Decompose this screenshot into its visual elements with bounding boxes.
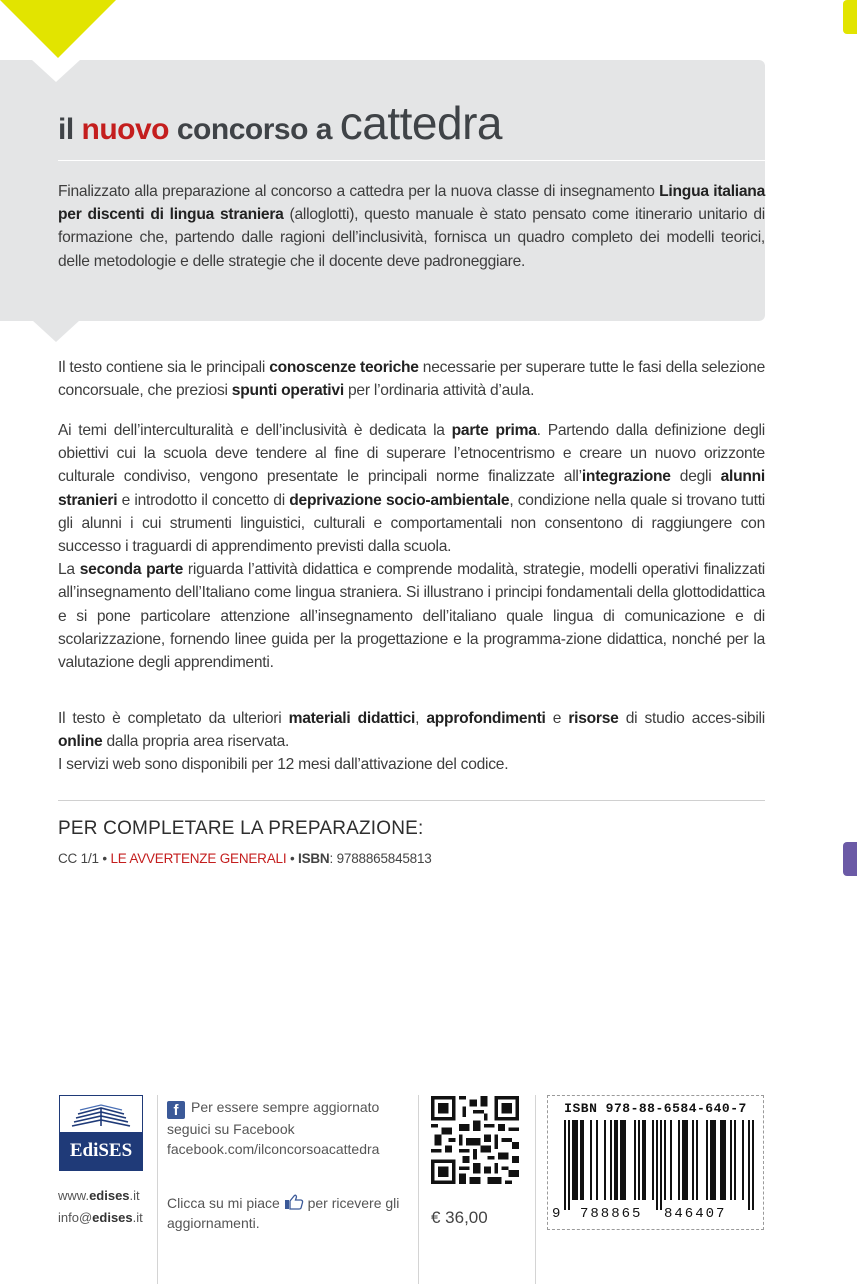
barcode-bar xyxy=(706,1120,708,1200)
series-isbn-label: ISBN xyxy=(298,851,330,866)
facebook-line-1 xyxy=(167,1097,412,1119)
barcode-bar xyxy=(590,1120,592,1200)
barcode-bar xyxy=(752,1120,754,1210)
intro-bold-1: Lingua italiana per discenti di lingua straniera xyxy=(58,183,765,224)
series-title: LE AVVERTENZE GENERALI xyxy=(110,851,287,866)
barcode-bar xyxy=(742,1120,744,1200)
like-block xyxy=(167,1193,417,1233)
p3-text-2: , xyxy=(415,710,427,727)
p1-text-2: necessarie per superare tutte le fasi della selezione concorsuale, che preziosi xyxy=(58,359,765,400)
series-bullet-1: • xyxy=(98,851,111,866)
thumbs-up-icon[interactable] xyxy=(284,1194,304,1210)
completa-heading: PER COMPLETARE LA PREPARAZIONE: xyxy=(58,818,424,839)
barcode-bar xyxy=(664,1120,666,1200)
section-separator xyxy=(58,800,765,801)
isbn-digit-first: 9 xyxy=(552,1206,561,1222)
barcode-bar xyxy=(638,1120,640,1200)
series-isbn-value: : 9788865845813 xyxy=(329,851,432,866)
footer-divider-3 xyxy=(535,1095,536,1284)
barcode-bar xyxy=(624,1120,626,1200)
barcode-bar xyxy=(576,1120,578,1200)
p2-bold-4: deprivazione socio-ambientale xyxy=(289,491,510,509)
barcode-bar xyxy=(574,1120,576,1200)
barcode-bar xyxy=(564,1120,566,1210)
p1-text-3: per l’ordinaria attività d’aula. xyxy=(343,382,535,400)
publisher-logo xyxy=(59,1095,143,1171)
p2-text-6: La xyxy=(58,561,80,579)
barcode-bar xyxy=(616,1120,618,1200)
p3-bold-3: risorse xyxy=(568,710,619,727)
email-link[interactable] xyxy=(58,1210,143,1225)
series-line xyxy=(58,851,432,866)
barcode-bar xyxy=(660,1120,662,1210)
p3-text-3: e xyxy=(545,710,569,727)
p2-bold-2: integrazione xyxy=(581,468,671,486)
barcode-bar xyxy=(748,1120,750,1210)
barcode-bar xyxy=(696,1120,698,1200)
barcode-bar xyxy=(582,1120,584,1200)
barcode-bar xyxy=(572,1120,574,1200)
isbn-group-1: 788865 xyxy=(580,1206,643,1222)
barcode-bar xyxy=(692,1120,694,1200)
web-brand: edises xyxy=(89,1188,130,1203)
intro-box-bottom-notch xyxy=(32,320,80,342)
logo-text: EdiSES xyxy=(60,1132,142,1170)
barcode-box xyxy=(547,1095,764,1230)
barcode-bar xyxy=(678,1120,680,1200)
paragraph-risorse xyxy=(58,707,765,777)
barcode-bar xyxy=(610,1120,612,1200)
isbn-group-2: 846407 xyxy=(664,1206,727,1222)
intro-paragraph xyxy=(58,180,765,273)
barcode-bar xyxy=(686,1120,688,1200)
mail-suffix: .it xyxy=(132,1210,143,1225)
barcode-bar xyxy=(604,1120,606,1200)
footer-divider-1 xyxy=(157,1095,158,1284)
price: € 36,00 xyxy=(431,1208,488,1227)
p3-text-4: di studio acces-sibili xyxy=(618,710,765,727)
barcode-bar xyxy=(580,1120,582,1200)
footer-divider-2 xyxy=(418,1095,419,1284)
barcode-bar xyxy=(720,1120,722,1200)
qr-code[interactable] xyxy=(431,1096,519,1184)
p3-bold-2: approfondimenti xyxy=(426,710,546,727)
paragraph-parti xyxy=(58,419,765,674)
facebook-block xyxy=(167,1097,412,1159)
website-link[interactable] xyxy=(58,1188,140,1203)
p2-text-1: Ai temi dell’interculturalità e dell’inclusività è dedicata la xyxy=(58,422,452,439)
title-word-a: a xyxy=(315,113,332,146)
barcode-bar xyxy=(710,1120,712,1200)
side-tab-purple xyxy=(843,842,857,876)
barcode-bar xyxy=(724,1120,726,1200)
p2-bold-5: seconda parte xyxy=(79,561,184,579)
barcode-bar xyxy=(568,1120,570,1210)
title-word-nuovo: nuovo xyxy=(81,113,170,146)
facebook-icon[interactable]: f xyxy=(167,1101,185,1119)
title-word-concorso: concorso xyxy=(176,113,308,146)
barcode-bar xyxy=(656,1120,658,1210)
web-suffix: .it xyxy=(129,1188,140,1203)
barcode-bar xyxy=(734,1120,736,1200)
p3-text-1: Il testo è completato da ulteriori xyxy=(58,710,289,727)
title-word-cattedra: cattedra xyxy=(339,97,502,149)
title-rule xyxy=(58,160,765,161)
barcode-bar xyxy=(730,1120,732,1200)
p3-text-6: I servizi web sono disponibili per 12 mesi dall’attivazione del codice. xyxy=(58,756,509,774)
corner-triangle-decoration xyxy=(0,0,116,58)
web-prefix: www. xyxy=(58,1188,90,1203)
series-code: CC 1/1 xyxy=(58,851,99,866)
p2-text-3: degli xyxy=(670,468,721,486)
series-bullet-2: • xyxy=(286,851,299,866)
barcode-bar xyxy=(634,1120,636,1200)
p2-bold-3: alunni stranieri xyxy=(58,468,765,509)
p1-text-1: Il testo contiene sia le principali xyxy=(58,359,270,376)
barcode-bar xyxy=(684,1120,686,1200)
barcode-bar xyxy=(614,1120,616,1200)
like-text-2: per ricevere gli aggiornamenti. xyxy=(167,1195,400,1231)
p2-text-5: , condizione nella quale si trovano tutti gli alunni i cui strumenti linguistici, culturali e comportamentali non consentono di raggiungere con successo i traguardi di apprendimento previsti dalla scuola. xyxy=(58,491,765,556)
mail-prefix: info@ xyxy=(58,1210,93,1225)
intro-box-top-notch xyxy=(32,60,80,82)
side-tab-yellow xyxy=(843,0,857,34)
barcode-bar xyxy=(622,1120,624,1200)
title-word-il: il xyxy=(58,113,74,146)
p2-bold-1: parte prima xyxy=(451,422,537,439)
paragraph-contenuti xyxy=(58,356,765,402)
barcode-bar xyxy=(712,1120,714,1200)
barcode-bar xyxy=(670,1120,672,1200)
facebook-line-2: seguici su Facebook xyxy=(167,1121,295,1137)
cover-title xyxy=(58,96,502,150)
p2-text-4: e introdotto il concetto di xyxy=(117,491,290,509)
fb-text-1: Per essere sempre aggiornato xyxy=(191,1099,380,1115)
p3-bold-1: materiali didattici xyxy=(288,710,416,727)
p1-bold-1: conoscenze teoriche xyxy=(269,359,419,376)
p3-bold-4: online xyxy=(58,733,103,751)
barcode-bar xyxy=(722,1120,724,1200)
barcode-bar xyxy=(642,1120,644,1200)
barcode-bars xyxy=(564,1120,754,1210)
intro-text-1: Finalizzato alla preparazione al concorso a cattedra per la nuova classe di insegnamento xyxy=(58,183,660,200)
isbn-top-label: ISBN 978-88-6584-640-7 xyxy=(564,1101,747,1116)
barcode-bar xyxy=(644,1120,646,1200)
barcode-bar xyxy=(652,1120,654,1200)
barcode-bar xyxy=(714,1120,716,1200)
facebook-url[interactable]: facebook.com/ilconcorsoacattedra xyxy=(167,1141,380,1157)
mail-brand: edises xyxy=(92,1210,133,1225)
barcode-bar xyxy=(682,1120,684,1200)
p2-text-7: riguarda l’attività didattica e comprende modalità, strategie, modelli operativi finalizzati all’insegnamento dell’Italiano come lingua straniera. Si illustrano i principi fondamentali della glottodidattica e si pone particolare attenzione all’insegnamento dell’italiano quale lingua di comunicazione e di scolarizzazione, fornendo linee guida per la progettazione e la programma-zione didattica, nonché per la valutazione degli apprendimenti. xyxy=(58,561,765,672)
book-stack-icon xyxy=(60,1096,142,1132)
like-text-1: Clicca su mi piace xyxy=(167,1195,284,1211)
p3-text-5: dalla propria area riservata. xyxy=(102,733,290,751)
p1-bold-2: spunti operativi xyxy=(231,382,344,400)
intro-text-2: (alloglotti), questo manuale è stato pensato come itinerario unitario di formazione che, partendo dalle ragioni dell’inclusività, fornisca un quadro completo dei modelli teorici, delle metodologie e delle strategie che il docente deve padroneggiare. xyxy=(58,206,766,270)
barcode-bar xyxy=(620,1120,622,1200)
barcode-bar xyxy=(596,1120,598,1200)
p2-text-2: . Partendo dalla definizione degli obiettivi cui la scuola deve tendere al fine di superare l’etnocentrismo e creare un nuovo orizzonte culturale condiviso, vengono presentate le principali norme finalizzate all’ xyxy=(58,422,765,486)
